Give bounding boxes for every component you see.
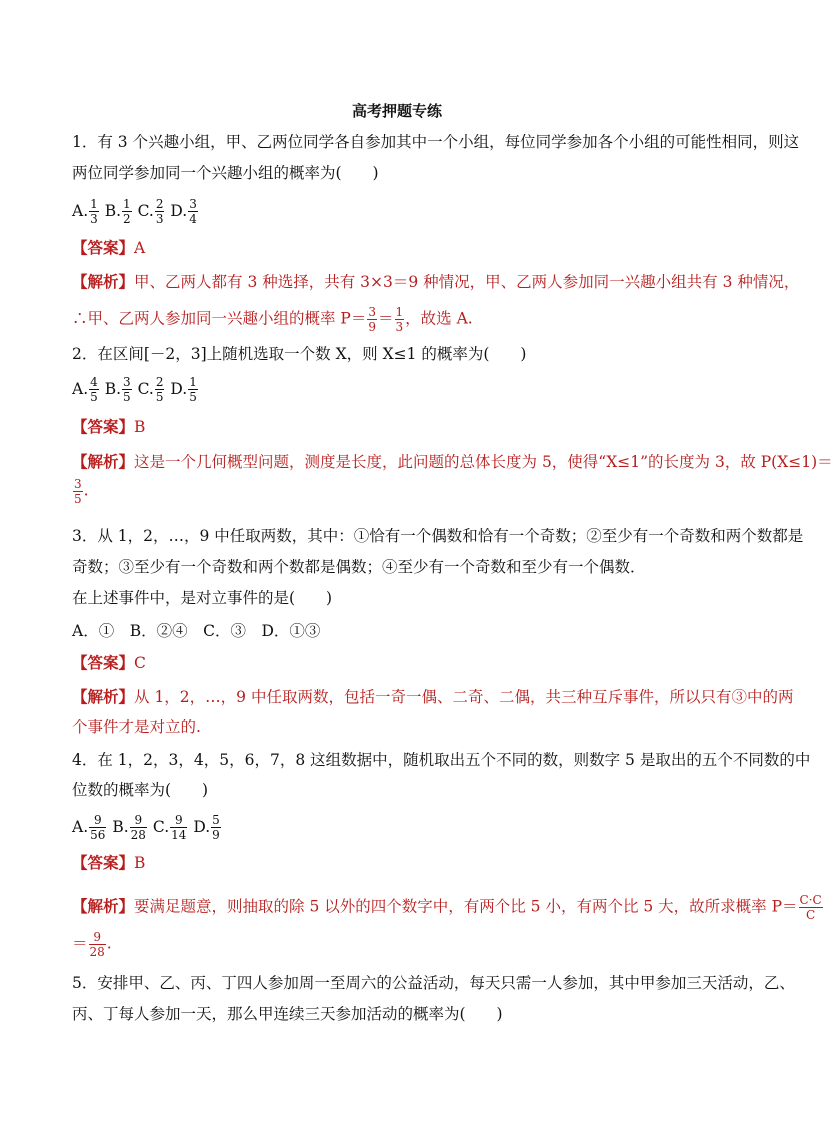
- q1-stem-line2: 两位同学参加同一个兴趣小组的概率为( ): [72, 164, 379, 182]
- q5-stem-line2: 丙、丁每人参加一天，那么甲连续三天参加活动的概率为( ): [72, 1005, 503, 1023]
- q3-options: A．① B．②④ C．③ D．①③: [72, 622, 321, 640]
- q2-stem-line1: 2．在区间[－2，3]上随机选取一个数 X，则 X≤1 的概率为( ): [72, 345, 527, 363]
- q2-option-c: C. $\frac{2}{5}$: [137, 375, 164, 404]
- q4-stem-line2: 位数的概率为( ): [72, 781, 209, 799]
- q1-option-a: A. $\frac{1}{3}$: [72, 197, 98, 226]
- q3-stem-line2: 奇数；③至少有一个奇数和两个数都是偶数；④至少有一个奇数和至少有一个偶数．: [72, 558, 646, 576]
- q4-option-c: C. $\frac{9}{14}$: [152, 813, 187, 842]
- q2-option-b: B. $\frac{3}{5}$: [104, 375, 131, 404]
- q2-option-d: D. $\frac{1}{5}$: [170, 375, 197, 404]
- q1-analysis-line2: ∴甲、乙两人参加同一兴趣小组的概率 P＝ $\frac{3}{9}$ ＝ $\frac{1}{3}$ ，故选 A.: [72, 305, 473, 334]
- q2-analysis-line1: 【解析】这是一个几何概型问题，测度是长度，此问题的总体长度为 5，使得“X≤1”的长度为 3，故 P(X≤1)＝: [72, 452, 833, 471]
- q1-options: [72, 197, 727, 226]
- q1-option-d: D. $\frac{3}{4}$: [170, 197, 197, 226]
- q3-stem-line1: 3．从 1，2，…，9 中任取两数，其中：①恰有一个偶数和恰有一个奇数；②至少有一个奇数和两个数都是: [72, 527, 804, 545]
- q4-stem-line1: 4．在 1，2，3，4，5，6，7，8 这组数据中，随机取出五个不同的数，则数字 5 是取出的五个不同数的中: [72, 751, 811, 769]
- q4-analysis-line2: ＝ $\frac{9}{28}$ .: [72, 930, 112, 959]
- q4-options: [72, 813, 727, 842]
- page-title: 高考押题专练: [351, 102, 442, 120]
- q4-option-b: B. $\frac{9}{28}$: [112, 813, 146, 842]
- q4-answer: 【答案】B: [72, 853, 146, 872]
- q1-option-c: C. $\frac{2}{3}$: [137, 197, 164, 226]
- q2-option-a: A. $\frac{4}{5}$: [72, 375, 98, 404]
- q1-analysis-line1: 【解析】甲、乙两人都有 3 种选择，共有 3×3＝9 种情况，甲、乙两人参加同一兴趣小组共有 3 种情况，: [72, 272, 800, 291]
- q1-stem-line1: 1．有 3 个兴趣小组，甲、乙两位同学各自参加其中一个小组，每位同学参加各个小组的可能性相同，则这: [72, 133, 800, 151]
- q3-analysis-line2: 个事件才是对立的.: [72, 718, 201, 736]
- q3-analysis-line1: 【解析】从 1，2，…，9 中任取两数，包括一奇一偶、二奇、二偶，共三种互斥事件，所以只有③中的两: [72, 687, 794, 706]
- q2-answer: 【答案】B: [72, 417, 146, 436]
- q3-answer: 【答案】C: [72, 653, 146, 672]
- q1-option-b: B. $\frac{1}{2}$: [104, 197, 131, 226]
- q2-analysis-line2: $\frac{3}{5}$ .: [74, 477, 89, 506]
- q4-option-a: A. $\frac{9}{56}$: [72, 813, 106, 842]
- q2-options: [72, 375, 727, 404]
- q4-option-d: D. $\frac{5}{9}$: [193, 813, 220, 842]
- q3-stem-line3: 在上述事件中，是对立事件的是( ): [72, 589, 333, 607]
- q4-analysis-line1: 【解析】要满足题意，则抽取的除 5 以外的四个数字中，有两个比 5 小，有两个比 5 大，故所求概率 P＝ $\frac{C\cdot C}{C}$: [72, 893, 822, 922]
- q5-stem-line1: 5．安排甲、乙、丙、丁四人参加周一至周六的公益活动，每天只需一人参加，其中甲参加三天活动，乙、: [72, 974, 795, 992]
- q1-answer: 【答案】A: [72, 238, 146, 257]
